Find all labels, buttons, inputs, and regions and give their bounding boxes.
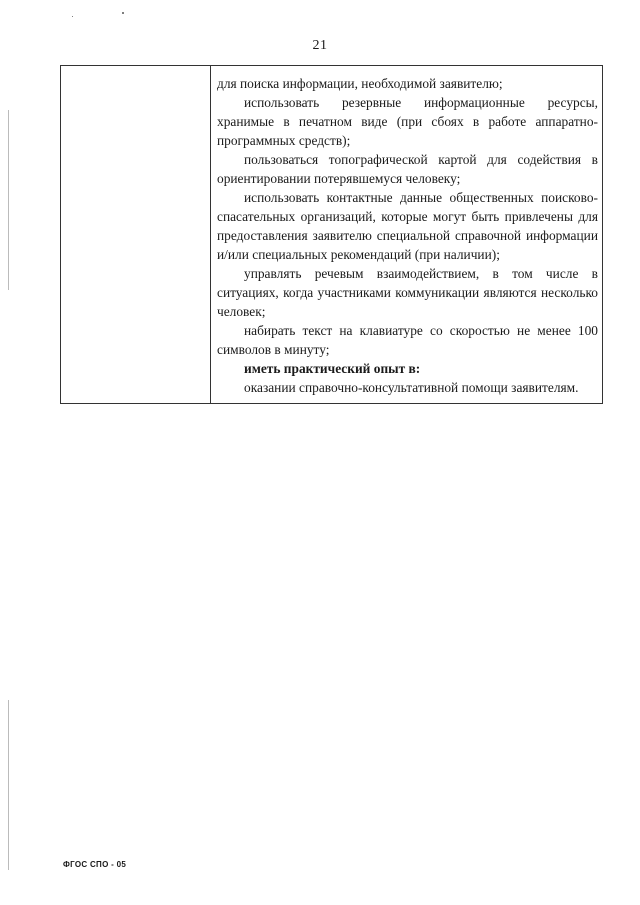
page-number: 21 (312, 38, 328, 53)
scan-edge-line (8, 110, 9, 290)
table-paragraph: оказании справочно-консультативной помощи заявителям. (244, 380, 579, 395)
scan-edge-line (8, 700, 9, 870)
document-footer: ФГОС СПО - 05 (63, 860, 127, 869)
table-paragraph: использовать резервные информационные ресурсы, хранимые в печатном виде (при сбоях в работе аппаратно-программных средств); (217, 95, 598, 148)
scan-speck (122, 12, 124, 14)
table-left-cell (61, 66, 211, 403)
table-right-cell (211, 66, 602, 403)
table-paragraph: набирать текст на клавиатуре со скоростью не менее 100 символов в минуту; (217, 323, 598, 357)
table-paragraph: для поиска информации, необходимой заявителю; (217, 76, 503, 91)
table-paragraph: использовать контактные данные общественных поисково-спасательных организаций, которые могут быть привлечены для предоставления заявителю специальной справочной информации и/или специальных рекомендаций (при наличии); (217, 190, 598, 262)
table-paragraph: управлять речевым взаимодействием, в том числе в ситуациях, когда участниками коммуникации являются несколько человек; (217, 266, 598, 319)
section-heading: иметь практический опыт в: (244, 361, 421, 376)
table-paragraph: пользоваться топографической картой для содействия в ориентировании потерявшемуся человеку; (217, 152, 598, 186)
scan-speck (72, 16, 73, 17)
content-table (60, 65, 603, 404)
